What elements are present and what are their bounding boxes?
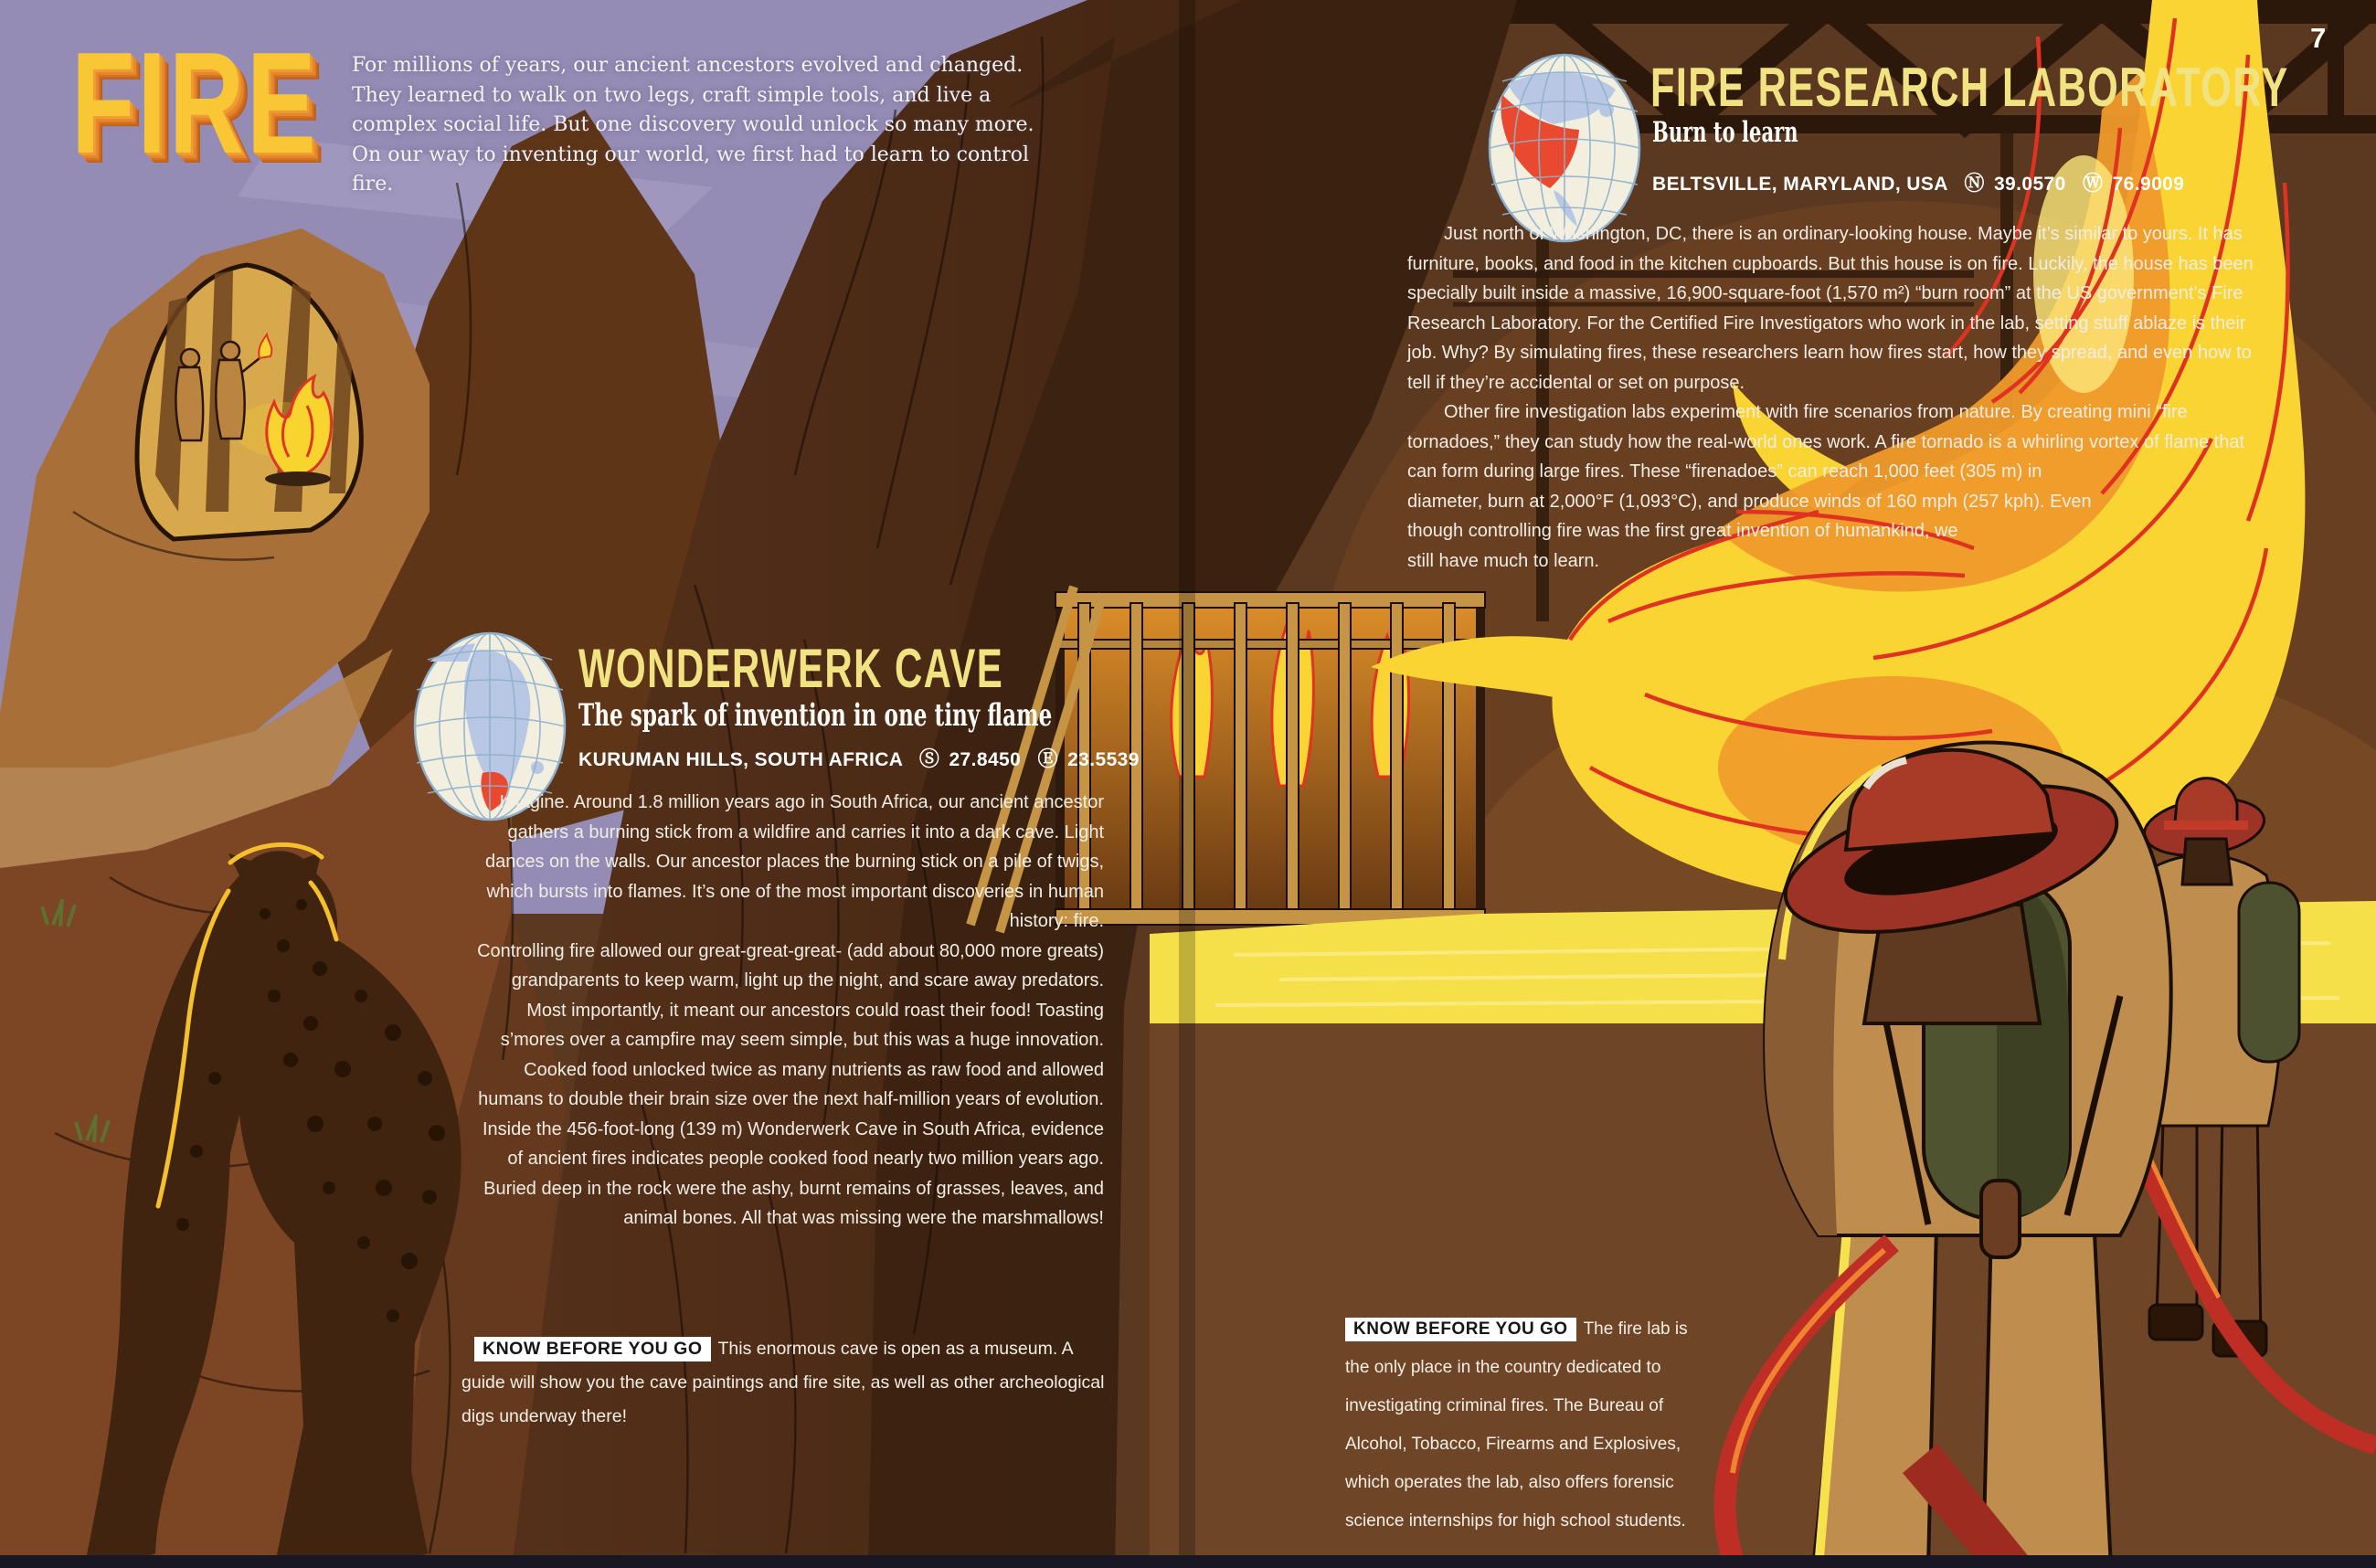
chapter-intro: For millions of years, our ancient ancestors evolved and changed. They learned to walk on two legs, craft simple tools, and live a complex social life. But one discovery would unlock so many more. On our way to inventing our world, we first had to learn to control fire. <box>352 54 1034 196</box>
know-before-you-go-label: KNOW BEFORE YOU GO <box>1345 1318 1576 1341</box>
chapter-title: FIRE <box>71 23 319 184</box>
know-before-you-go-text: The fire lab is the only place in the country dedicated to investigating criminal fires. The Bureau of Alcohol, Tobacco, Firearms and Explosives, which operates the lab, also offers forensic science internships for high school students. <box>1345 1319 1688 1531</box>
location-line-fire-lab <box>1652 168 2184 196</box>
latitude-symbol-icon: Ⓝ <box>1964 173 1985 196</box>
longitude-symbol-icon: Ⓔ <box>1037 748 1058 771</box>
north-america-globe-icon <box>1490 55 1639 241</box>
section-title-wonderwerk-cave: WONDERWERK CAVE <box>578 638 1004 699</box>
know-before-you-go-label: KNOW BEFORE YOU GO <box>474 1337 711 1361</box>
section-title-fire-research-laboratory: FIRE RESEARCH LABORATORY <box>1650 57 2289 118</box>
page-number: 7 <box>2310 22 2327 54</box>
page-gutter <box>1179 0 1195 1568</box>
latitude-value: 27.8450 <box>949 749 1022 770</box>
bottom-edge <box>0 1555 2376 1568</box>
paragraph: Other fire investigation labs experiment with fire scenarios from nature. By creating mini “fire tornadoes,” they can study how the real-world ones work. A fire tornado is a whirling vortex of flame that can form during large fires. These “firenadoes” can reach 1,000 feet (305 m) in diameter, burn at 2,000°F (1,093°C), and produce winds of 160 mph (257 kph). Even though controlling fire was the first great invention of humankind, we still have much to learn. <box>1407 402 2245 571</box>
paragraph: Just north of Washington, DC, there is an ordinary-looking house. Maybe it’s similar to yours. It has furniture, books, and food in the kitchen cupboards. But this house is on fire. Luckily, the house has been specially built inside a massive, 16,900-square-foot (1,570 m²) “burn room” at the US government’s Fire Research Laboratory. For the Certified Fire Investigators who work in the lab, setting stuff ablaze is their job. Why? By simulating fires, these researchers learn how fires start, how they spread, and even how to tell if they’re accidental or set on purpose. <box>1407 224 2254 393</box>
location-name: KURUMAN HILLS, SOUTH AFRICA <box>578 749 903 770</box>
fire-lab-body-text <box>1407 219 2277 638</box>
location-line-wonderwerk <box>578 744 1140 772</box>
wonderwerk-body-text <box>473 788 1104 1234</box>
know-before-you-go-left <box>461 1332 1106 1434</box>
paragraph: Controlling fire allowed our great-great-great- (add about 80,000 more greats) grandparents to keep warm, light up the night, and scare away predators. Most importantly, it meant our ancestors could roast their food! Toasting s’mores over a campfire may seem simple, but this was a huge innovation. Cooked food unlocked twice as many nutrients as raw food and allowed humans to double their brain size over the next half-million years of evolution. <box>477 940 1104 1109</box>
longitude-value: 76.9009 <box>2112 174 2185 195</box>
latitude-value: 39.0570 <box>1993 174 2066 195</box>
know-before-you-go-right <box>1345 1310 1707 1541</box>
paragraph: Imagine. Around 1.8 million years ago in South Africa, our ancient ancestor gathers a burning stick from a wildfire and carries it into a dark cave. Light dances on the walls. Our ancestor places the burning stick on a pile of twigs, which bursts into flames. It’s one of the most important discoveries in human history: fire. <box>484 792 1104 931</box>
section-tagline-wonderwerk: The spark of invention in one tiny flame <box>578 697 1053 734</box>
longitude-symbol-icon: Ⓦ <box>2082 173 2104 196</box>
longitude-value: 23.5539 <box>1067 749 1140 770</box>
know-before-you-go-text: This enormous cave is open as a museum. A guide will show you the cave paintings and fire site, as well as other archeological digs underway there! <box>461 1339 1105 1426</box>
location-name: BELTSVILLE, MARYLAND, USA <box>1652 174 1948 195</box>
section-tagline-fire-lab: Burn to learn <box>1652 116 1798 149</box>
paragraph: Inside the 456-foot-long (139 m) Wonderwerk Cave in South Africa, evidence of ancient fires indicates people cooked food nearly two million years ago. Buried deep in the rock were the ashy, burnt remains of grasses, leaves, and animal bones. All that was missing were the marshmallows! <box>483 1118 1104 1228</box>
latitude-symbol-icon: Ⓢ <box>918 748 940 771</box>
